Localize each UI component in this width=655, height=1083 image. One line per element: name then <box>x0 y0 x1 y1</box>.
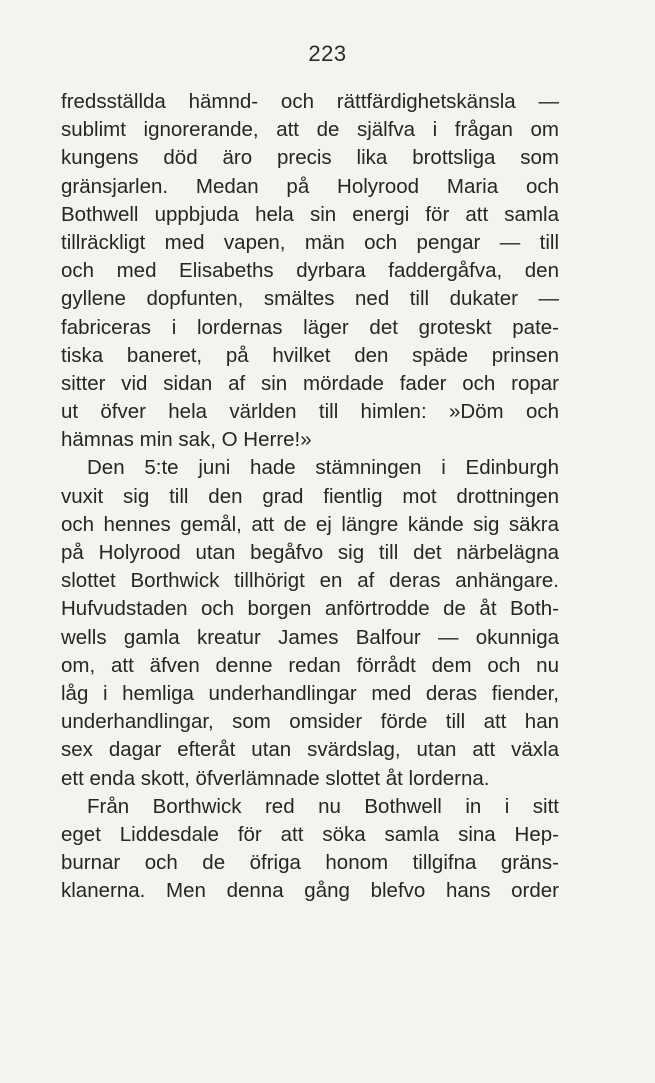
text-line: klanerna. Men denna gång blefvo hans order <box>61 879 559 903</box>
text-line: slottet Borthwick tillhörigt en af deras anhängare. <box>61 569 559 593</box>
text-line: eget Liddesdale för att söka samla sina Hep- <box>61 822 559 846</box>
text-line: sitter vid sidan af sin mördade fader och ropar <box>61 371 559 395</box>
text-line: och med Elisabeths dyrbara faddergåfva, den <box>61 259 559 283</box>
text-line: om, att äfven denne redan förrådt dem och nu <box>61 653 559 677</box>
text-line: burnar och de öfriga honom tillgifna gräns- <box>61 851 559 875</box>
text-line: Bothwell uppbjuda hela sin energi för att samla <box>61 202 559 226</box>
text-line: sublimt ignorerande, att de själfva i frågan om <box>61 118 559 142</box>
text-line: tiska baneret, på hvilket den späde prinsen <box>61 343 559 367</box>
text-line: vuxit sig till den grad fientlig mot drottningen <box>61 484 559 508</box>
text-line: och hennes gemål, att de ej längre kände sig säkra <box>61 512 559 536</box>
text-line: Den 5:te juni hade stämningen i Edinburgh <box>87 456 559 480</box>
text-line: på Holyrood utan begåfvo sig till det närbelägna <box>61 541 559 564</box>
text-line: ut öfver hela världen till himlen: »Döm och <box>61 400 559 424</box>
text-line: gyllene dopfunten, smältes ned till dukater — <box>61 287 559 311</box>
text-line: wells gamla kreatur James Balfour — okunniga <box>61 625 559 649</box>
text-line: låg i hemliga underhandlingar med deras fiender, <box>61 681 559 705</box>
text-line: underhandlingar, som omsider förde till att han <box>61 710 559 734</box>
text-line: hämnas min sak, O Herre!» <box>61 428 312 452</box>
body-text <box>61 88 559 905</box>
text-line: sex dagar efteråt utan svärdslag, utan att växla <box>61 738 559 762</box>
text-line: tillräckligt med vapen, män och pengar — till <box>61 230 559 254</box>
text-line: ett enda skott, öfverlämnade slottet åt lorderna. <box>61 766 490 790</box>
text-line: Från Borthwick red nu Bothwell in i sitt <box>87 794 559 818</box>
text-line: kungens död äro precis lika brottsliga som <box>61 146 559 170</box>
page-number: 223 <box>308 41 347 66</box>
text-line: gränsjarlen. Medan på Holyrood Maria och <box>61 174 559 198</box>
text-line: fabriceras i lordernas läger det groteskt pate- <box>61 315 559 339</box>
text-line: fredsställda hämnd- och rättfärdighetskänsla — <box>61 90 559 113</box>
text-line: Hufvudstaden och borgen anförtrodde de åt Both- <box>61 597 559 621</box>
